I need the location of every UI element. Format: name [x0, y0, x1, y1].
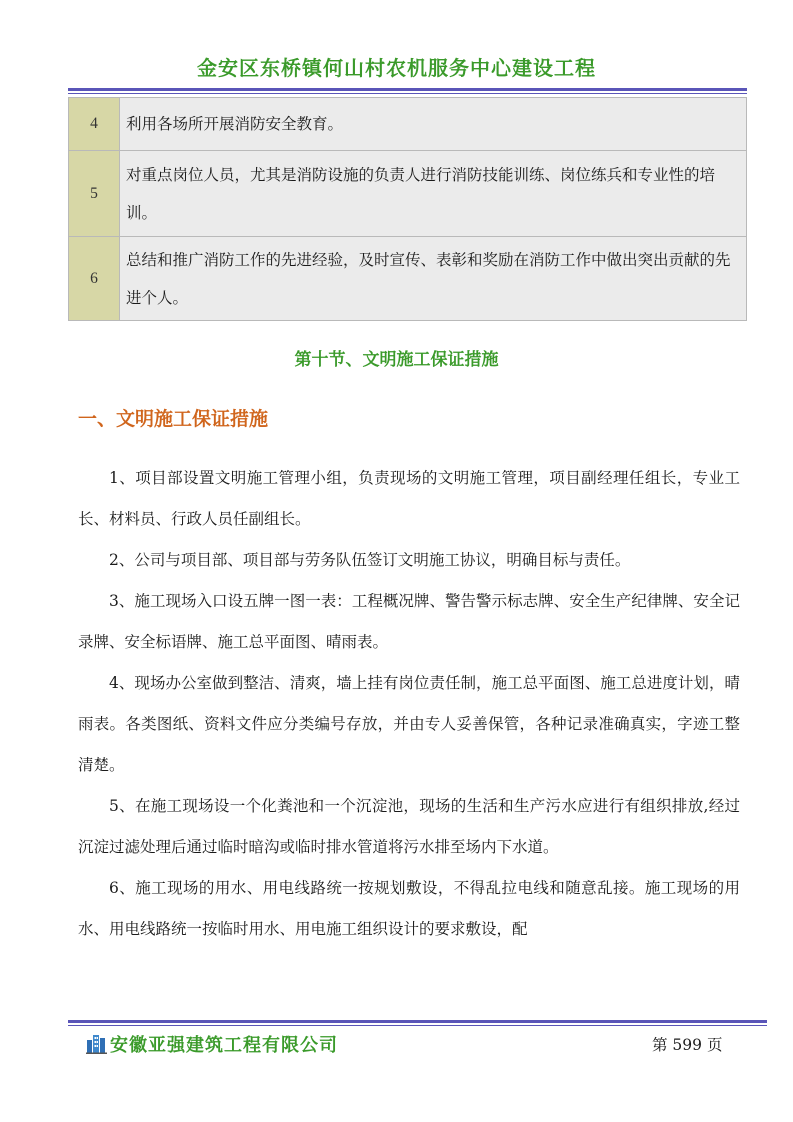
row-text: 利用各场所开展消防安全教育。 — [120, 98, 747, 151]
row-number: 4 — [69, 98, 120, 151]
section-title: 第十节、文明施工保证措施 — [294, 350, 499, 370]
paragraph: 2、公司与项目部、项目部与劳务队伍签订文明施工协议，明确目标与责任。 — [109, 551, 631, 569]
table-row — [69, 151, 747, 237]
footer-divider — [68, 1020, 767, 1023]
building-logo-icon — [86, 1032, 108, 1054]
table-row — [69, 98, 747, 151]
body-text — [78, 458, 740, 950]
header-divider-thin — [68, 93, 747, 94]
row-text: 总结和推广消防工作的先进经验，及时宣传、表彰和奖励在消防工作中做出突出贡献的先进个人。 — [120, 237, 747, 321]
paragraph: 1、项目部设置文明施工管理小组，负责现场的文明施工管理，项目副经理任组长，专业工长、材料员、行政人员任副组长。 — [78, 469, 740, 528]
footer-company-name: 安徽亚强建筑工程有限公司 — [110, 1035, 338, 1056]
paragraph: 3、施工现场入口设五牌一图一表：工程概况牌、警告警示标志牌、安全生产纪律牌、安全记录牌、安全标语牌、施工总平面图、晴雨表。 — [78, 592, 740, 651]
row-number: 5 — [69, 151, 120, 237]
measures-table — [68, 97, 747, 321]
paragraph: 6、施工现场的用水、用电线路统一按规划敷设，不得乱拉电线和随意乱接。施工现场的用水、用电线路统一按临时用水、用电施工组织设计的要求敷设，配 — [78, 879, 740, 938]
page-header-title: 金安区东桥镇何山村农机服务中心建设工程 — [197, 56, 596, 80]
footer-divider-thin — [68, 1025, 767, 1026]
page-number: 第 599 页 — [652, 1036, 723, 1054]
paragraph: 4、现场办公室做到整洁、清爽，墙上挂有岗位责任制，施工总平面图、施工总进度计划，晴雨表。各类图纸、资料文件应分类编号存放，并由专人妥善保管，各种记录准确真实，字迹工整清楚。 — [78, 674, 740, 774]
row-text: 对重点岗位人员，尤其是消防设施的负责人进行消防技能训练、岗位练兵和专业性的培训。 — [120, 151, 747, 237]
row-number: 6 — [69, 237, 120, 321]
paragraph: 5、在施工现场设一个化粪池和一个沉淀池，现场的生活和生产污水应进行有组织排放,经过沉淀过滤处理后通过临时暗沟或临时排水管道将污水排至场内下水道。 — [78, 797, 740, 856]
header-divider — [68, 88, 747, 91]
table-row — [69, 237, 747, 321]
sub-heading: 一、文明施工保证措施 — [78, 408, 269, 430]
